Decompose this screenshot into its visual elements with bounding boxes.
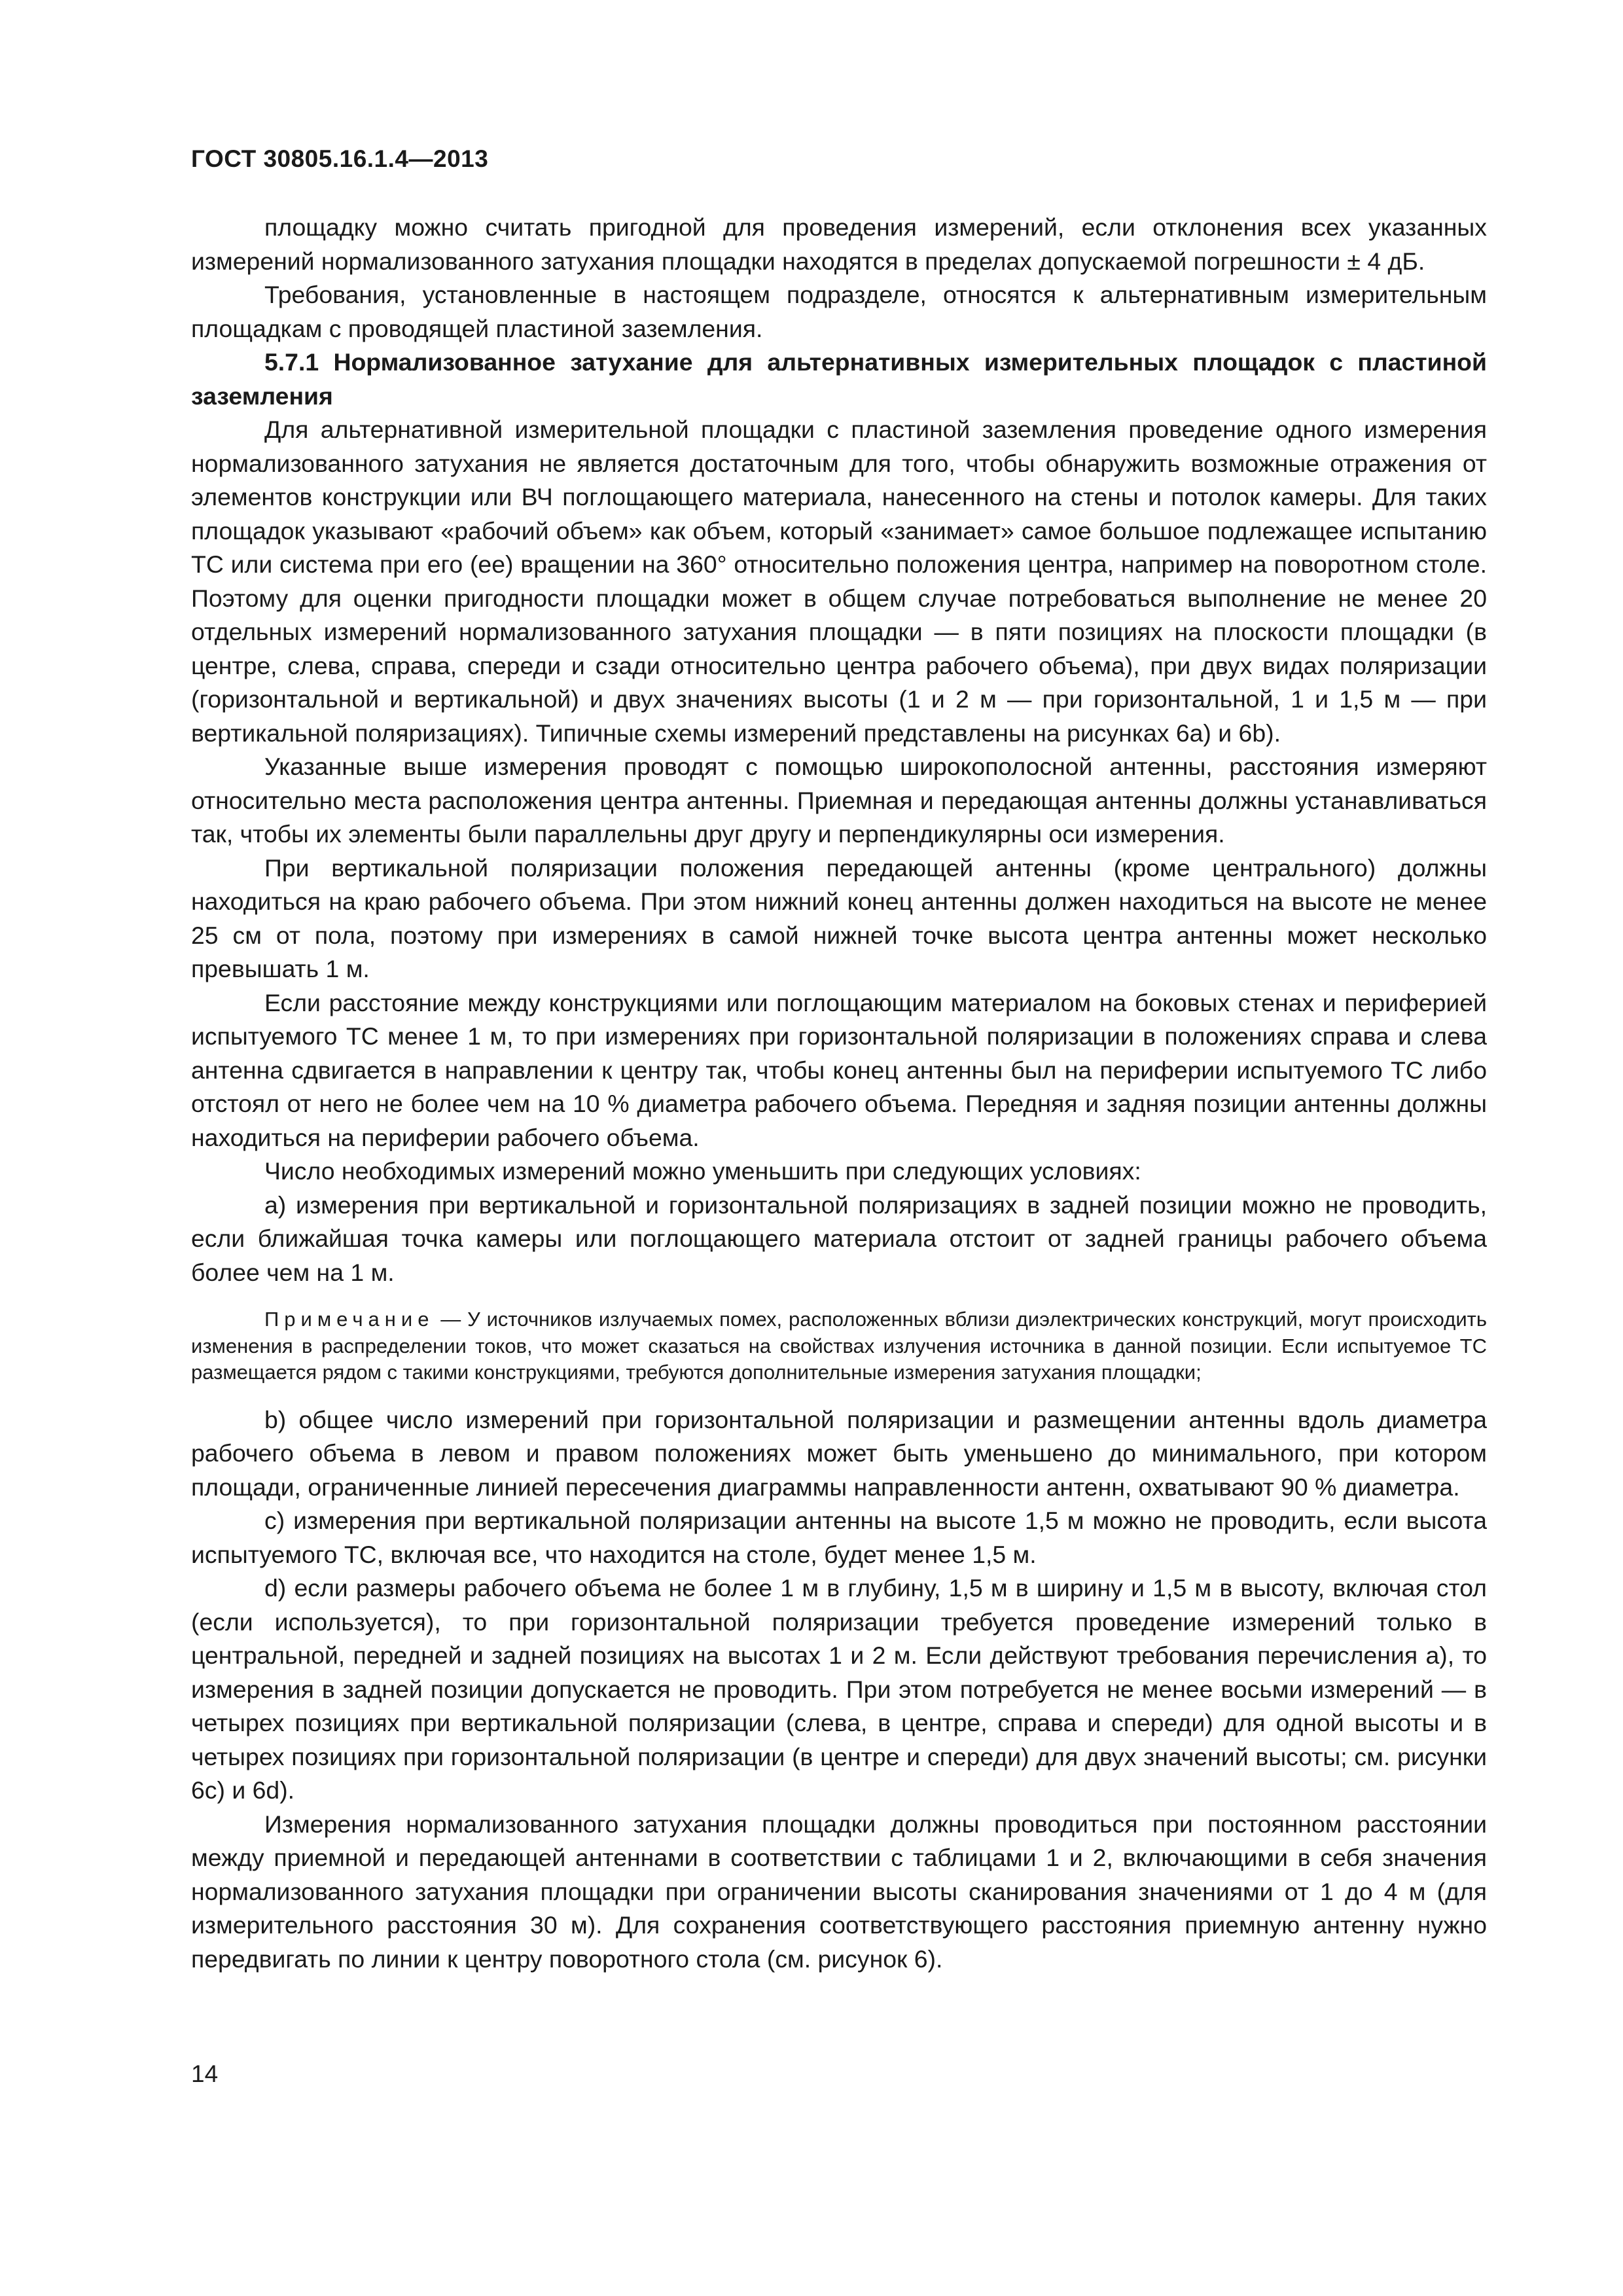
paragraph-broadband-antenna: Указанные выше измерения проводят с помощью широкополосной антенны, расстояния измеряют относительно места расположения центра антенны. Приемная и передающая антенны должны устанавливаться так, чтобы их элементы были параллельны друг другу и перпендикулярны оси измерения. xyxy=(191,753,1487,848)
paragraph-reduce-measurements: Число необходимых измерений можно уменьшить при следующих условиях: xyxy=(264,1157,1141,1185)
list-item-a: а) измерения при вертикальной и горизонтальной поляризациях в задней позиции можно не проводить, если ближайшая точка камеры или поглощающего материала отстоит от задней границы рабочего объема более чем на 1 м. xyxy=(191,1191,1487,1286)
paragraph-continuation: площадку можно считать пригодной для проведения измерений, если отклонения всех указанных измерений нормализованного затухания площадки находятся в пределах допускаемой погрешности ± 4 дБ. xyxy=(191,213,1487,275)
document-body xyxy=(191,211,1487,1976)
note-block xyxy=(191,1306,1487,1386)
subsection-heading-5-7-1: 5.7.1 Нормализованное затухание для альтернативных измерительных площадок с пластиной заземления xyxy=(191,348,1487,410)
paragraph-requirements: Требования, установленные в настоящем подразделе, относятся к альтернативным измерительным площадкам с проводящей пластиной заземления. xyxy=(191,281,1487,342)
list-item-b: b) общее число измерений при горизонтальной поляризации и размещении антенны вдоль диаметра рабочего объема в левом и правом положениях может быть уменьшено до минимального, при котором площади, ограниченные линией пересечения диаграммы направленности антенн, охватывают 90 % диаметра. xyxy=(191,1405,1487,1501)
paragraph-constant-distance: Измерения нормализованного затухания площадки должны проводиться при постоянном расстоянии между приемной и передающей антеннами в соответствии с таблицами 1 и 2, включающими в себя значения нормализованного затухания площадки при ограничении высоты сканирования значениями от 1 до 4 м (для измерительного расстояния 30 м). Для сохранения соответствующего расстояния приемную антенну нужно передвигать по линии к центру поворотного стола (см. рисунок 6). xyxy=(191,1810,1487,1973)
list-item-c: c) измерения при вертикальной поляризации антенны на высоте 1,5 м можно не проводить, если высота испытуемого ТС, включая все, что находится на столе, будет менее 1,5 м. xyxy=(191,1507,1487,1568)
note-label: Примечание xyxy=(264,1308,435,1331)
page-number: 14 xyxy=(191,2060,219,2087)
note-text: — У источников излучаемых помех, расположенных вблизи диэлектрических конструкций, могут происходить изменения в распределении токов, что может сказаться на свойствах излучения источника в данной позиции. Если испытуемое ТС размещается рядом с такими конструкциями, требуются дополнительные измерения затухания площадки; xyxy=(191,1308,1487,1384)
paragraph-distance-absorber: Если расстояние между конструкциями или поглощающим материалом на боковых стенах и периферией испытуемого ТС менее 1 м, то при измерениях при горизонтальной поляризации в положениях справа и слева антенна сдвигается в направлении к центру так, чтобы конец антенны был на периферии испытуемого ТС либо отстоял от него не более чем на 10 % диаметра рабочего объема. Передняя и задняя позиции антенны должны находиться на периферии рабочего объема. xyxy=(191,988,1487,1151)
paragraph-vertical-polarization: При вертикальной поляризации положения передающей антенны (кроме центрального) должны находиться на краю рабочего объема. При этом нижний конец антенны должен находиться на высоте не менее 25 см от пола, поэтому при измерениях в самой нижней точке высота центра антенны может несколько превышать 1 м. xyxy=(191,853,1487,982)
paragraph-working-volume: Для альтернативной измерительной площадки с пластиной заземления проведение одного измерения нормализованного затухания не является достаточным для того, чтобы обнаружить возможные отражения от элементов конструкции или ВЧ поглощающего материала, нанесенного на стены и потолок камеры. Для таких площадок указывают «рабочий объем» как объем, который «занимает» самое большое подлежащее испытанию ТС или система при его (ее) вращении на 360° относительно положения центра, например на поворотном столе. Поэтому для оценки пригодности площадки может в общем случае потребоваться выполнение не менее 20 отдельных измерений нормализованного затухания площадки — в пяти позициях на плоскости площадки (в центре, слева, справа, спереди и сзади относительно центра рабочего объема), при двух видах поляризации (горизонтальной и вертикальной) и двух значениях высоты (1 и 2 м — при горизонтальной, 1 и 1,5 м — при вертикальной поляризациях). Типичные схемы измерений представлены на рисунках 6а) и 6b). xyxy=(191,416,1487,747)
list-item-d: d) если размеры рабочего объема не более 1 м в глубину, 1,5 м в ширину и 1,5 м в высоту, включая стол (если используется), то при горизонтальной поляризации требуется проведение измерений только в центральной, передней и задней позициях на высотах 1 и 2 м. Если действуют требования перечисления а), то измерения в задней позиции допускается не проводить. При этом потребуется не менее восьми измерений — в четырех позициях при вертикальной поляризации (слева, в центре, справа и спереди) для одной высоты и в четырех позициях при горизонтальной поляризации (в центре и спереди) для двух значений высоты; см. рисунки 6с) и 6d). xyxy=(191,1574,1487,1804)
document-header: ГОСТ 30805.16.1.4—2013 xyxy=(191,145,489,172)
